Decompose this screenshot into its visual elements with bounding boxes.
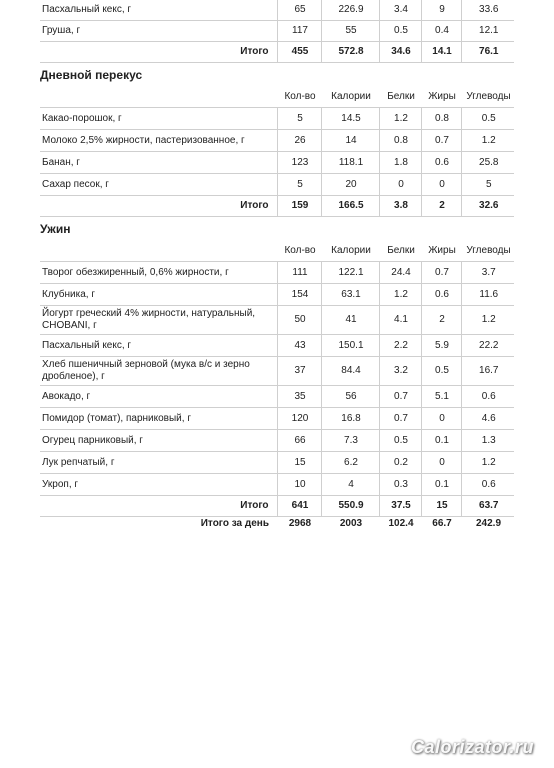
fat-cell: 0 [421,452,461,474]
carbs-cell: 25.8 [461,152,514,174]
header-kcal: Калории [321,241,379,262]
fat-cell: 0.5 [421,357,461,386]
protein-cell: 0.8 [379,130,421,152]
header-kcal: Калории [321,87,379,108]
kcal-cell: 7.3 [321,430,379,452]
carbs-cell: 1.3 [461,430,514,452]
protein-cell: 3.4 [379,0,421,21]
meal-total-row [40,496,514,517]
qty-cell: 43 [277,335,321,357]
carbs-cell: 1.2 [461,306,514,335]
fat-cell: 2 [421,306,461,335]
total-fat: 15 [421,496,461,517]
qty-cell: 120 [277,408,321,430]
qty-cell: 111 [277,262,321,284]
header-name [40,241,277,262]
table-row [40,108,514,130]
fat-cell: 0.7 [421,262,461,284]
fat-cell: 0.6 [421,152,461,174]
total-protein: 34.6 [379,42,421,63]
table-header [40,241,514,262]
header-protein: Белки [379,241,421,262]
fat-cell: 0.7 [421,130,461,152]
fat-cell: 0.6 [421,284,461,306]
carbs-cell: 22.2 [461,335,514,357]
total-qty: 455 [277,42,321,63]
total-protein: 3.8 [379,196,421,217]
food-name: Банан, г [40,152,277,174]
header-fat: Жиры [421,87,461,108]
qty-cell: 37 [277,357,321,386]
total-kcal: 572.8 [321,42,379,63]
food-name: Молоко 2,5% жирности, пастеризованное, г [40,130,277,152]
kcal-cell: 118.1 [321,152,379,174]
fat-cell: 9 [421,0,461,21]
carbs-cell: 0.6 [461,386,514,408]
kcal-cell: 14 [321,130,379,152]
table-row [40,130,514,152]
total-label: Итого [40,196,277,217]
kcal-cell: 56 [321,386,379,408]
protein-cell: 0.5 [379,21,421,42]
table-row [40,174,514,196]
kcal-cell: 6.2 [321,452,379,474]
day-total-label: Итого за день [200,518,269,529]
table-row [40,262,514,284]
food-name: Укроп, г [40,474,277,496]
kcal-cell: 20 [321,174,379,196]
protein-cell: 1.8 [379,152,421,174]
food-name: Груша, г [40,21,277,42]
carbs-cell: 0.6 [461,474,514,496]
total-kcal: 550.9 [321,496,379,517]
dinner-rows [40,262,514,496]
total-qty: 641 [277,496,321,517]
fat-cell: 0 [421,408,461,430]
header-name [40,87,277,108]
table-row [40,306,514,335]
table-header [40,87,514,108]
day-total-fat: 66.7 [432,518,452,529]
kcal-cell: 55 [321,21,379,42]
watermark-logo: Calorizator.ru [410,737,534,757]
qty-cell: 65 [277,0,321,21]
food-name: Помидор (томат), парниковый, г [40,408,277,430]
carbs-cell: 33.6 [461,0,514,21]
kcal-cell: 41 [321,306,379,335]
header-carbs: Углеводы [461,87,514,108]
qty-cell: 35 [277,386,321,408]
breakfast-tail-table [40,0,514,63]
dinner-table [40,241,514,531]
carbs-cell: 3.7 [461,262,514,284]
qty-cell: 5 [277,108,321,130]
meal-total-row [40,42,514,63]
header-carbs: Углеводы [461,241,514,262]
qty-cell: 26 [277,130,321,152]
day-total-protein: 102.4 [388,518,414,529]
day-total-row [40,517,514,532]
qty-cell: 154 [277,284,321,306]
table-row [40,408,514,430]
protein-cell: 0.2 [379,452,421,474]
protein-cell: 1.2 [379,108,421,130]
total-label: Итого [40,496,277,517]
food-name: Пасхальный кекс, г [40,0,277,21]
day-total-qty: 2968 [288,518,312,529]
section-title-snack: Дневной перекус [40,68,143,82]
snack-table [40,87,514,217]
protein-cell: 0.3 [379,474,421,496]
food-name: Какао-порошок, г [40,108,277,130]
food-name: Сахар песок, г [40,174,277,196]
carbs-cell: 0.5 [461,108,514,130]
fat-cell: 0 [421,174,461,196]
snack-rows [40,108,514,196]
fat-cell: 0.1 [421,430,461,452]
total-kcal: 166.5 [321,196,379,217]
table-row [40,430,514,452]
total-fat: 2 [421,196,461,217]
fat-cell: 5.1 [421,386,461,408]
food-name: Хлеб пшеничный зерновой (мука в/с и зерно дробленое), г [40,357,277,386]
protein-cell: 1.2 [379,284,421,306]
food-name: Клубника, г [40,284,277,306]
table-row [40,474,514,496]
fat-cell: 0.4 [421,21,461,42]
food-name: Лук репчатый, г [40,452,277,474]
header-qty: Кол-во [277,87,321,108]
protein-cell: 0 [379,174,421,196]
table-row [40,284,514,306]
total-fat: 14.1 [421,42,461,63]
qty-cell: 117 [277,21,321,42]
meal-total-row [40,196,514,217]
kcal-cell: 122.1 [321,262,379,284]
qty-cell: 10 [277,474,321,496]
protein-cell: 3.2 [379,357,421,386]
carbs-cell: 12.1 [461,21,514,42]
qty-cell: 123 [277,152,321,174]
qty-cell: 15 [277,452,321,474]
table-row [40,152,514,174]
food-name: Йогурт греческий 4% жирности, натуральный, CHOBANI, г [40,306,277,335]
carbs-cell: 1.2 [461,452,514,474]
protein-cell: 2.2 [379,335,421,357]
qty-cell: 66 [277,430,321,452]
kcal-cell: 14.5 [321,108,379,130]
kcal-cell: 84.4 [321,357,379,386]
diary-page [40,0,514,531]
carbs-cell: 16.7 [461,357,514,386]
total-protein: 37.5 [379,496,421,517]
carbs-cell: 5 [461,174,514,196]
food-name: Творог обезжиренный, 0,6% жирности, г [40,262,277,284]
protein-cell: 0.5 [379,430,421,452]
carbs-cell: 4.6 [461,408,514,430]
day-total-kcal: 2003 [339,518,363,529]
total-carbs: 32.6 [461,196,514,217]
kcal-cell: 16.8 [321,408,379,430]
qty-cell: 50 [277,306,321,335]
kcal-cell: 63.1 [321,284,379,306]
food-name: Пасхальный кекс, г [40,335,277,357]
food-name: Авокадо, г [40,386,277,408]
day-total-carbs: 242.9 [475,518,502,529]
protein-cell: 4.1 [379,306,421,335]
food-name: Огурец парниковый, г [40,430,277,452]
header-fat: Жиры [421,241,461,262]
kcal-cell: 226.9 [321,0,379,21]
carbs-cell: 1.2 [461,130,514,152]
table-row [40,452,514,474]
fat-cell: 0.1 [421,474,461,496]
total-qty: 159 [277,196,321,217]
table-row [40,335,514,357]
qty-cell: 5 [277,174,321,196]
header-qty: Кол-во [277,241,321,262]
protein-cell: 0.7 [379,386,421,408]
carbs-cell: 11.6 [461,284,514,306]
section-title-dinner: Ужин [40,222,71,236]
protein-cell: 0.7 [379,408,421,430]
table-row [40,21,514,42]
table-row [40,0,514,21]
total-carbs: 76.1 [461,42,514,63]
table-row [40,386,514,408]
table-row [40,357,514,386]
protein-cell: 24.4 [379,262,421,284]
total-label: Итого [40,42,277,63]
fat-cell: 0.8 [421,108,461,130]
fat-cell: 5.9 [421,335,461,357]
kcal-cell: 4 [321,474,379,496]
kcal-cell: 150.1 [321,335,379,357]
header-protein: Белки [379,87,421,108]
total-carbs: 63.7 [461,496,514,517]
